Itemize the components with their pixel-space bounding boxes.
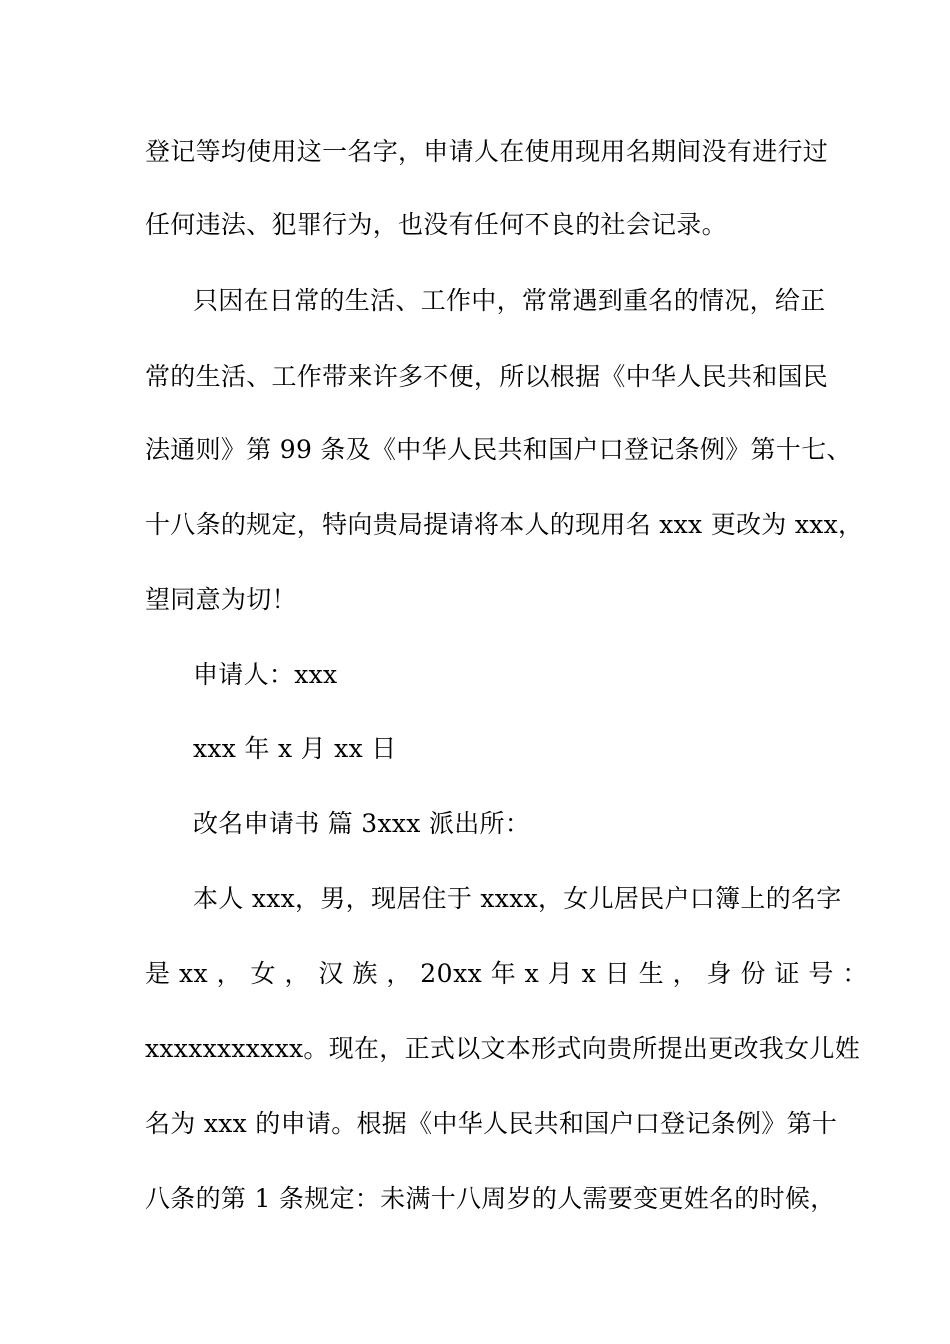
paragraph-line: 本人 xxx，男，现居住于 xxxx，女儿居民户口簿上的名字 bbox=[193, 884, 842, 913]
paragraph-line: 只因在日常的生活、工作中，常常遇到重名的情况，给正 bbox=[193, 286, 826, 315]
paragraph-line: 望同意为切！ bbox=[145, 585, 297, 614]
paragraph-line: 任何违法、犯罪行为，也没有任何不良的社会记录。 bbox=[145, 210, 727, 239]
line-text: 是 xx ， 女 ， 汉 族 ， 20xx 年 x 月 x 日 生 ， 身 份 证 号 ： bbox=[145, 959, 868, 988]
paragraph-line: 常的生活、工作带来许多不便，所以根据《中华人民共和国民 bbox=[145, 362, 829, 391]
paragraph-line: xxxxxxxxxxx。现在，正式以文本形式向贵所提出更改我女儿姓 bbox=[145, 1034, 860, 1063]
paragraph-line: 八条的第 1 条规定：未满十八周岁的人需要变更姓名的时候， bbox=[145, 1184, 836, 1213]
section-heading: 改名申请书 篇 3xxx 派出所： bbox=[193, 809, 531, 838]
justified-line bbox=[145, 958, 868, 990]
paragraph-line: 十八条的规定，特向贵局提请将本人的现用名 xxx 更改为 xxx， bbox=[145, 510, 864, 539]
paragraph-line: 登记等均使用这一名字，申请人在使用现用名期间没有进行过 bbox=[145, 137, 829, 166]
paragraph-line: 法通则》第 99 条及《中华人民共和国户口登记条例》第十七、 bbox=[145, 435, 852, 464]
applicant-signature: 申请人：xxx bbox=[193, 660, 338, 689]
date-line: xxx 年 x 月 xx 日 bbox=[193, 734, 397, 763]
paragraph-line bbox=[145, 958, 868, 990]
paragraph-line: 名为 xxx 的申请。根据《中华人民共和国户口登记条例》第十 bbox=[145, 1109, 838, 1138]
